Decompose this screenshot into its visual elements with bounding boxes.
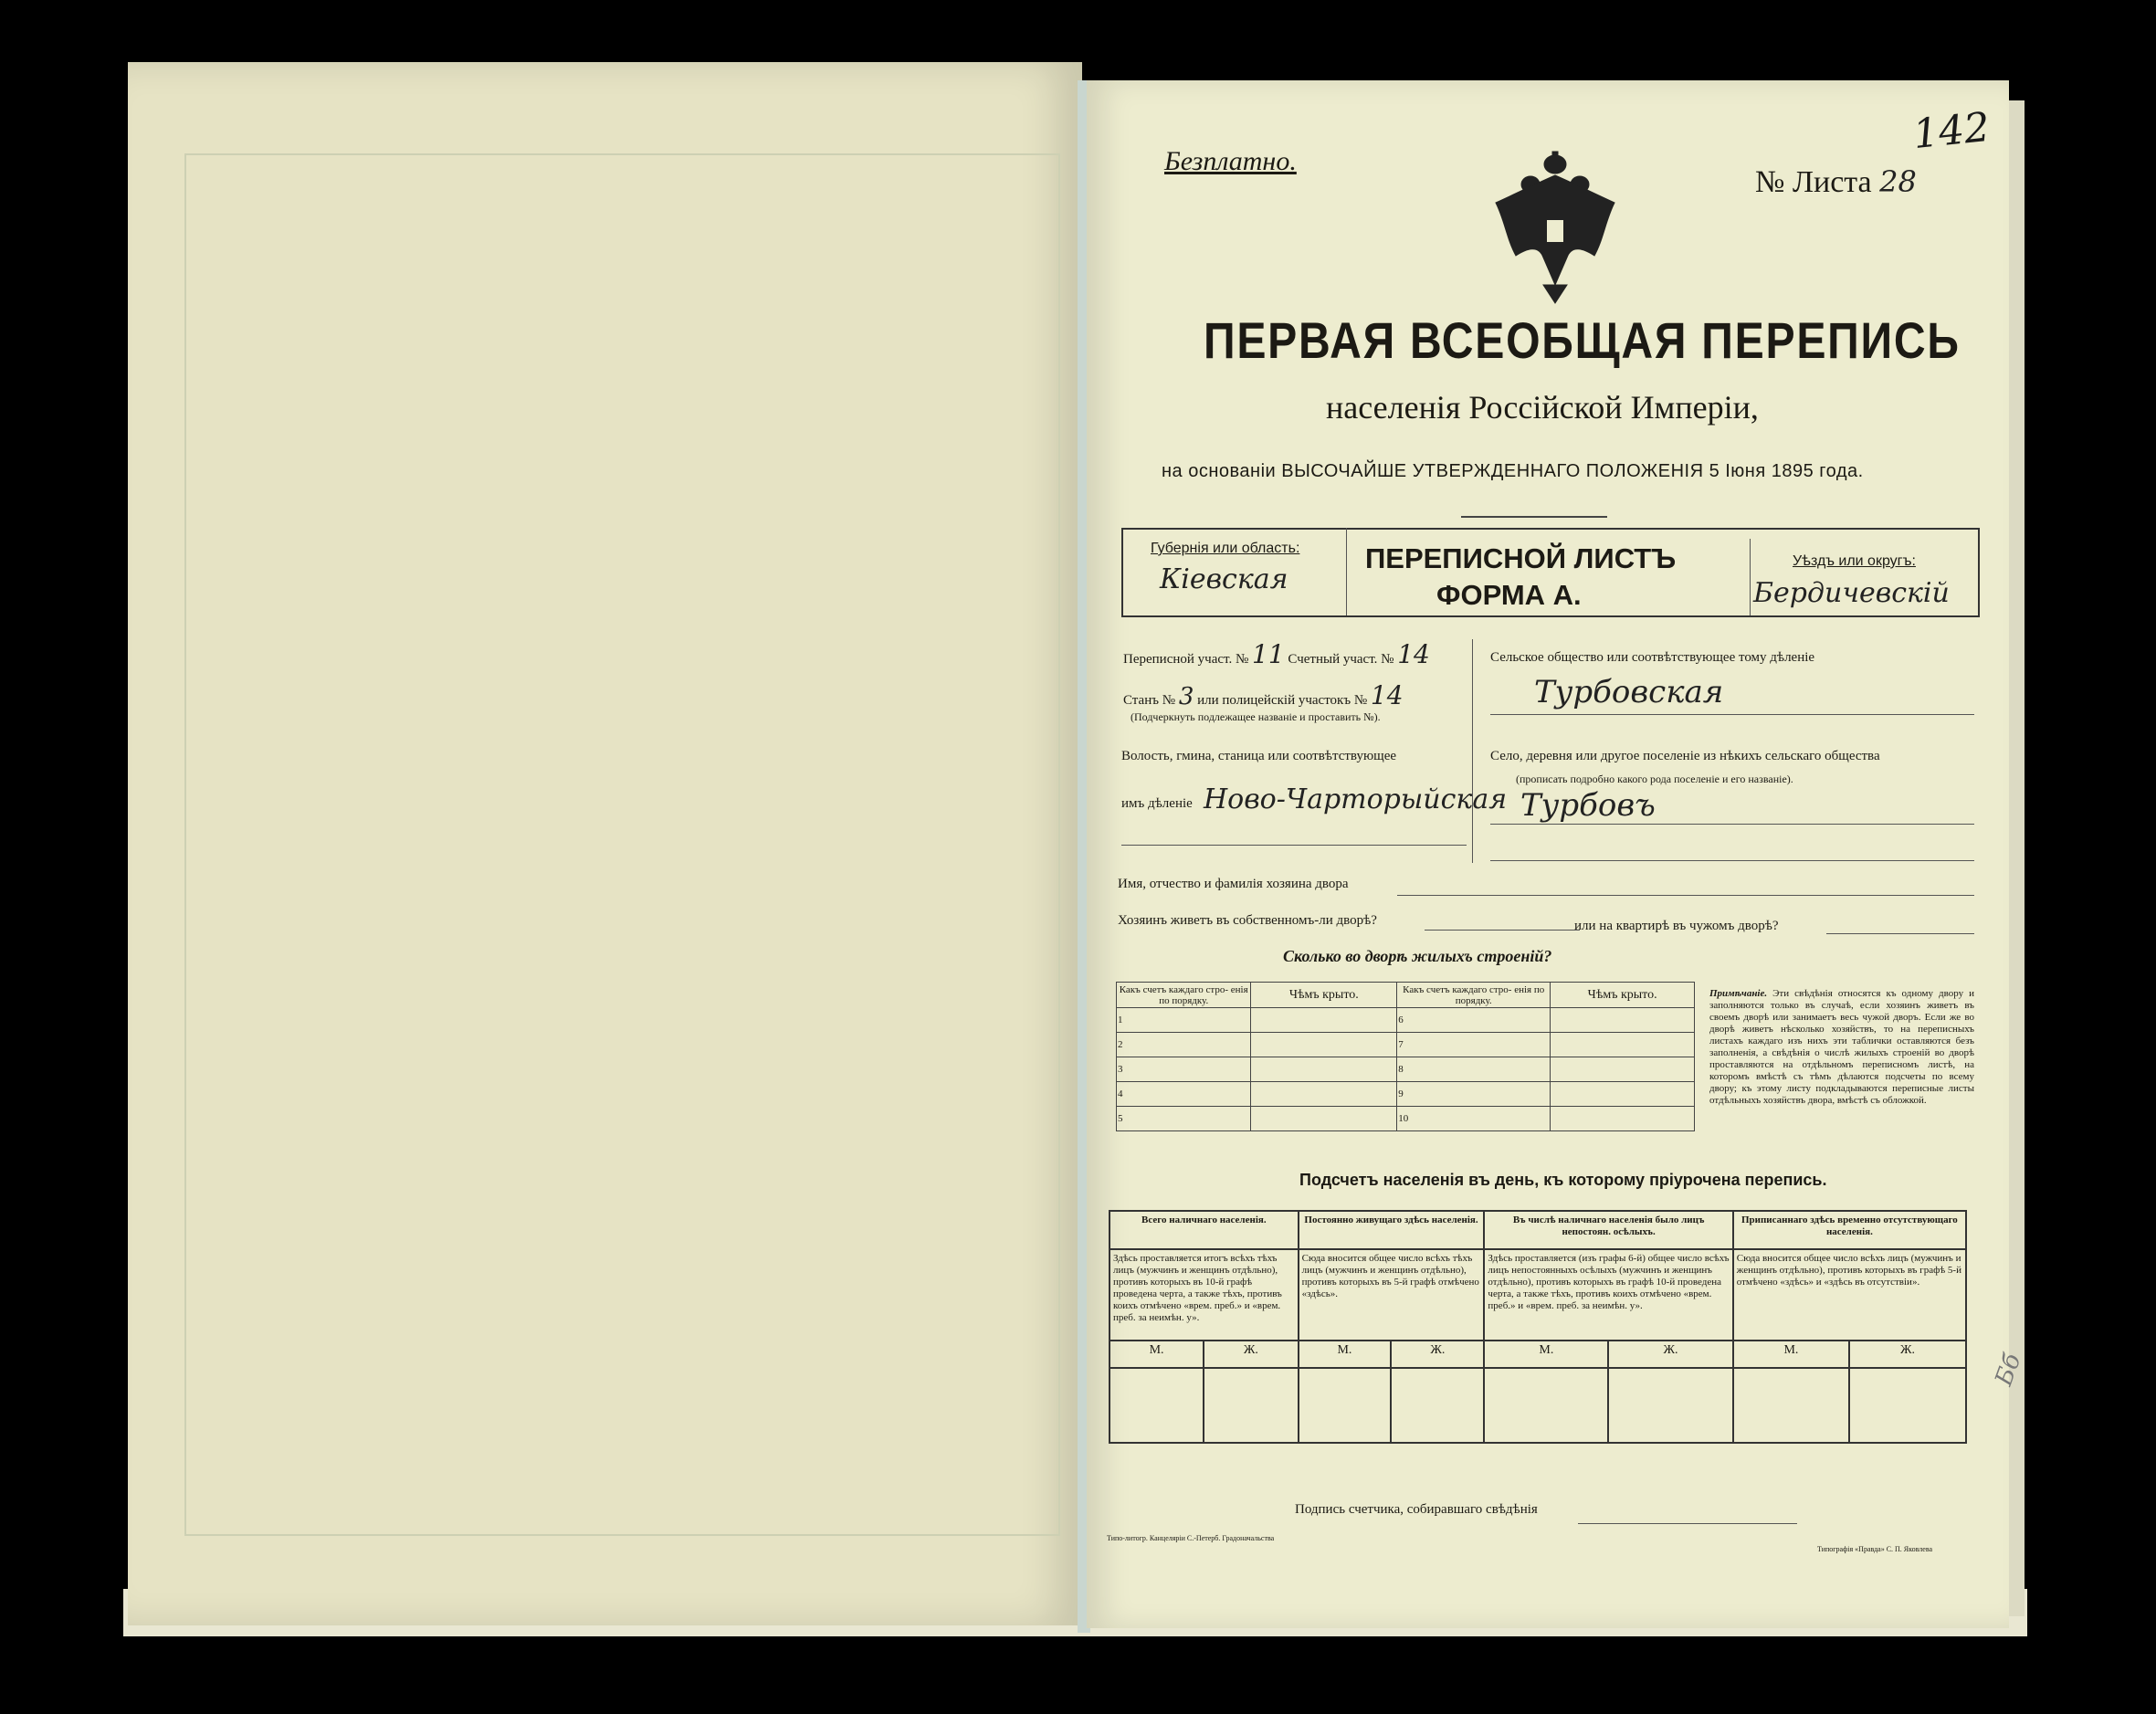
buildings-col4-header: Чѣмъ крыто. [1551, 983, 1695, 1008]
building-row-num: 1 [1117, 1008, 1251, 1033]
buildings-col1-header: Какъ счетъ каждаго стро- енія по порядку. [1117, 983, 1251, 1008]
sheet-number-value: 28 [1879, 164, 1917, 199]
society-value: Турбовская [1534, 674, 1724, 710]
schetny-value: 14 [1397, 639, 1430, 669]
building-row-num: 2 [1117, 1033, 1251, 1057]
volost-label2: имъ дѣленіе [1121, 796, 1193, 811]
male-column-label: М. [1299, 1341, 1392, 1368]
buildings-col2-header: Чѣмъ крыто. [1251, 983, 1397, 1008]
sheet-number [1755, 164, 1917, 200]
note-label: Примѣчаніе. [1709, 988, 1768, 999]
uchastok-label: Переписной участ. № [1123, 652, 1249, 667]
building-row-num: 6 [1397, 1008, 1551, 1033]
building-row-num: 10 [1397, 1107, 1551, 1131]
police-value: 14 [1370, 680, 1404, 710]
owner-apartment-label: или на квартирѣ въ чужомъ дворѣ? [1574, 919, 1779, 933]
free-label: Безплатно. [1164, 146, 1297, 176]
owner-label: Имя, отчество и фамилія хозяина двора [1118, 877, 1349, 891]
note-text: Эти свѣдѣнія относятся къ одному двору и заполняются только въ случаѣ, если хозяинъ живетъ въ своемъ дворѣ или занимаетъ весь чужой дворъ. Если же во дворѣ живетъ нѣсколько хозяйствъ, то на переписныхъ листахъ каждаго изъ нихъ эти таблички оставляются безъ заполненія, а свѣдѣнія о числѣ жилыхъ строеній во дворѣ проставляются на отдѣльномъ переписномъ листѣ, на которомъ вмѣстѣ съ тѣмъ дѣлаются подсчеты по всему двору; къ этому листу подкладываются переписные листы отдѣльныхъ хозяйствъ двора, вмѣстѣ съ обложкой. [1709, 988, 1975, 1106]
stan-label: Станъ № [1123, 693, 1176, 708]
buildings-question: Сколько во дворѣ жилыхъ строеній? [1283, 947, 1552, 965]
male-column-label: М. [1733, 1341, 1849, 1368]
buildings-note [1709, 988, 1974, 1107]
buildings-table [1116, 982, 1695, 1131]
gubernia-label: Губернія или область: [1151, 541, 1300, 556]
uezd-label: Уѣздъ или округъ: [1793, 553, 1916, 569]
female-column-label: Ж. [1204, 1341, 1299, 1368]
owner-lives-label: Хозяинъ живетъ въ собственномъ-ли дворѣ? [1118, 913, 1377, 928]
form-title-line1: ПЕРЕПИСНОЙ ЛИСТЪ [1365, 542, 1677, 574]
building-row-num: 7 [1397, 1033, 1551, 1057]
population-description: Здѣсь проставляется (изъ графы 6-й) общее число всѣхъ лицъ непостоянныхъ осѣлыхъ (мужчинъ и женщинъ отдѣльно), противъ которыхъ въ графѣ 10-й проведена черта, а также тѣхъ, противъ коихъ отмѣчено «врем. преб.» и «врем. преб. за неимѣн. у». [1484, 1249, 1732, 1341]
page-number-handwritten: 142 [1910, 103, 1993, 159]
female-column-label: Ж. [1608, 1341, 1732, 1368]
population-header: Въ числѣ наличнаго населенія было лицъ непостоян. осѣлыхъ. [1484, 1211, 1732, 1249]
population-table [1109, 1210, 1967, 1444]
building-row-num: 4 [1117, 1082, 1251, 1107]
uchastok-line [1123, 639, 1430, 669]
volost-label: Волость, гмина, станица или соотвѣтствующее [1121, 749, 1397, 763]
left-page-frame [184, 153, 1060, 1536]
sheet-number-label: № Листа [1755, 165, 1872, 199]
society-label: Сельское общество или соотвѣтствующее тому дѣленіе [1490, 650, 1815, 665]
building-row-num: 8 [1397, 1057, 1551, 1082]
schetny-label: Счетный участ. № [1288, 652, 1394, 667]
female-column-label: Ж. [1391, 1341, 1484, 1368]
signature-label: Подпись счетчика, собиравшаго свѣдѣнія [1295, 1502, 1538, 1517]
population-description: Здѣсь проставляется итогъ всѣхъ тѣхъ лицъ (мужчинъ и женщинъ отдѣльно), противъ которыхъ въ 10-й графѣ проведена черта, а также тѣхъ, противъ коихъ отмѣчено «врем. преб.» и «врем. преб. за неимѣн. у». [1110, 1249, 1299, 1341]
village-note: (прописать подробно какого рода поселеніе и его названіе). [1516, 773, 1793, 785]
stan-line [1123, 680, 1404, 710]
page-title: ПЕРВАЯ ВСЕОБЩАЯ ПЕРЕПИСЬ [1204, 311, 1961, 369]
building-row-num: 3 [1117, 1057, 1251, 1082]
buildings-col3-header: Какъ счетъ каждаго стро- енія по порядку. [1397, 983, 1551, 1008]
volost-value: Ново-Чарторыйская [1204, 783, 1508, 815]
village-label: Село, деревня или другое поселеніе из нѣкихъ сельскаго общества [1490, 749, 1880, 763]
population-title: Подсчетъ населенія въ день, къ которому пріурочена перепись. [1299, 1171, 1827, 1189]
population-header: Постоянно живущаго здѣсь населенія. [1299, 1211, 1485, 1249]
stan-value: 3 [1178, 683, 1194, 710]
building-row-num: 5 [1117, 1107, 1251, 1131]
margin-mark: Бб [1990, 1350, 2027, 1390]
population-description: Сюда вносится общее число всѣхъ лицъ (мужчинъ и женщинъ отдѣльно), противъ которыхъ въ графѣ 5-й отмѣчено «здѣсь» и «здѣсь въ отсутствіи». [1733, 1249, 1966, 1341]
building-row-num: 9 [1397, 1082, 1551, 1107]
form-title-line2: ФОРМА А. [1436, 579, 1582, 611]
population-description: Сюда вносится общее число всѣхъ тѣхъ лицъ (мужчинъ и женщинъ отдѣльно), противъ которыхъ въ 5-й графѣ отмѣчено «здѣсь». [1299, 1249, 1485, 1341]
uchastok-value: 11 [1252, 639, 1285, 669]
underline-note: (Подчеркнуть подлежащее названіе и проставить №). [1131, 710, 1381, 723]
male-column-label: М. [1110, 1341, 1204, 1368]
ornament-divider [1461, 516, 1607, 518]
uezd-value: Бердичевскій [1753, 577, 1950, 609]
gubernia-value: Кіевская [1160, 563, 1288, 595]
left-blank-page [128, 62, 1082, 1625]
coat-of-arms-icon [1488, 148, 1622, 305]
footer-right: Типографія «Правда» С. П. Яковлева [1817, 1545, 1933, 1553]
village-value: Турбовъ [1520, 787, 1656, 824]
female-column-label: Ж. [1849, 1341, 1966, 1368]
footer-left: Типо-литогр. Канцеляріи С.-Петерб. Градоначальства [1107, 1534, 1275, 1542]
male-column-label: М. [1484, 1341, 1608, 1368]
page-subtitle: населенія Россійской Имперіи, [1326, 389, 1759, 426]
basis-line: на основаніи ВЫСОЧАЙШЕ УТВЕРЖДЕННАГО ПОЛОЖЕНІЯ 5 Іюня 1895 года. [1162, 461, 1864, 481]
police-label: или полицейскій участокъ № [1197, 693, 1368, 708]
population-header: Всего наличнаго населенія. [1110, 1211, 1299, 1249]
population-header: Приписаннаго здѣсь временно отсутствующаго населенія. [1733, 1211, 1966, 1249]
